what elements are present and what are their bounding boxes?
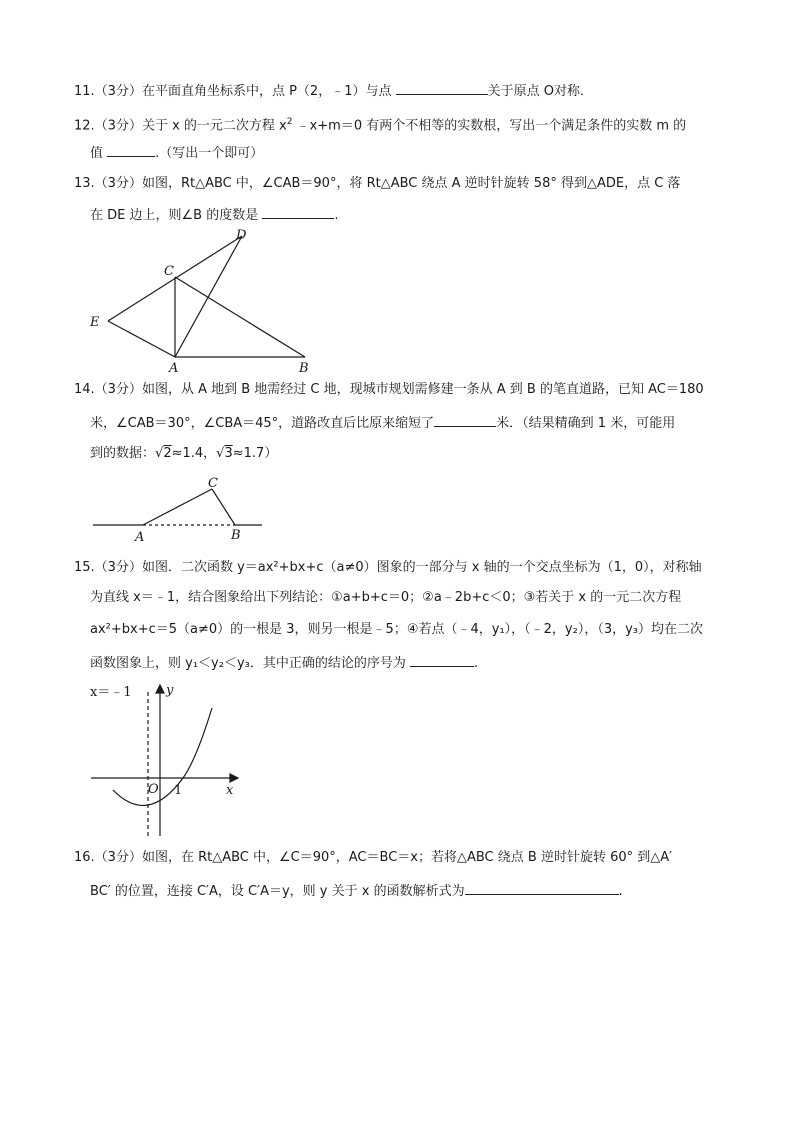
- q15-origin-label: O: [148, 782, 159, 797]
- q14-line2-head: 米，∠CAB＝30°，∠CBA＝45°，道路改直后比原来缩短了: [90, 416, 435, 431]
- q16-text: 16.（3分）如图，在 Rt△ABC 中，∠C＝90°，AC＝BC＝x；若将△ABC 绕点 B 逆时针旋转 60° 到△A′: [74, 850, 673, 865]
- sqrt-icon: √: [155, 446, 164, 461]
- q14-line3: [90, 444, 277, 464]
- q16-line2: [90, 880, 623, 902]
- q13-line2: [90, 204, 338, 226]
- q14-line2: [90, 412, 675, 434]
- q14-label-b: B: [231, 528, 241, 543]
- q13-label-b: B: [299, 361, 309, 375]
- q12-text: 12.（3分）关于 x 的一元二次方程 x: [74, 118, 287, 134]
- q13-label-c: C: [164, 264, 174, 279]
- parabola-curve: [113, 708, 212, 805]
- q12-line2-tail: .（写出一个即可）: [155, 146, 264, 161]
- q15-y-label: y: [166, 683, 174, 698]
- q15-line3: [90, 620, 703, 640]
- q15-x-label: x: [226, 783, 234, 798]
- q12-line1: [74, 112, 686, 136]
- q15-answer-blank[interactable]: [410, 652, 474, 667]
- q16-answer-blank[interactable]: [465, 880, 619, 895]
- q14-approx2: ≈1.7）: [232, 446, 278, 461]
- q12-line2-head: 值: [90, 146, 108, 161]
- q15-line1: [74, 558, 702, 578]
- q15-text: 15.（3分）如图．二次函数 y＝ax²+bx+c（a≠0）图象的一部分与 x 轴的一个交点坐标为（1，0），对称轴: [74, 560, 702, 575]
- q13-line2-tail: .: [334, 208, 339, 223]
- q14-label-a: A: [135, 530, 145, 544]
- q15-axis-label: x＝﹣1: [90, 685, 132, 700]
- q15-line2: [90, 588, 681, 608]
- q13-label-e: E: [90, 315, 100, 330]
- q14-line1: [74, 380, 704, 400]
- q11-line1: [74, 80, 593, 102]
- q14-road-figure: [90, 472, 270, 544]
- q12-superscript: 2: [286, 117, 293, 127]
- q13-line2-head: 在 DE 边上，则∠B 的度数是: [90, 208, 263, 223]
- q16-line2-head: BC′ 的位置，连接 C′A，设 C′A＝y，则 y 关于 x 的函数解析式为: [90, 884, 465, 899]
- y-axis-arrow-icon: [156, 685, 164, 693]
- q16-line1: [74, 848, 672, 868]
- q11-text: 11.（3分）在平面直角坐标系中，点 P（2，﹣1）与点: [74, 84, 396, 99]
- q12-line2: [90, 142, 263, 164]
- q13-answer-blank[interactable]: [262, 204, 334, 219]
- q15-line4-head: 函数图象上，则 y₁＜y₂＜y₃．其中正确的结论的序号为: [90, 656, 410, 671]
- q13-segment-ea: [108, 321, 175, 357]
- q12-text-mid: ﹣x+m＝0 有两个不相等的实数根，写出一个满足条件的实数 m 的: [292, 118, 687, 134]
- q15-line2-text: 为直线 x＝﹣1，结合图象给出下列结论：①a+b+c＝0；②a﹣2b+c＜0；③若关于 x 的一元二次方程: [90, 590, 682, 605]
- q14-line3-head: 到的数据：: [90, 446, 156, 461]
- q15-parabola-graph: [88, 678, 248, 838]
- q14-segment-cb: [212, 489, 235, 525]
- q11-tail: 关于原点 O对称．: [487, 84, 593, 99]
- q15-line3-text: ax²+bx+c＝5（a≠0）的一根是 3，则另一根是﹣5；④若点（﹣4，y₁），（﹣2，y₂），（3，y₃）均在二次: [90, 622, 704, 637]
- q15-one-label: 1: [174, 783, 183, 798]
- q15-line4-tail: .: [473, 656, 479, 671]
- q14-segment-ac: [143, 489, 212, 525]
- x-axis-arrow-icon: [230, 774, 238, 782]
- q14-line2-tail: 米．（结果精确到 1 米，可能用: [496, 416, 676, 431]
- q12-answer-blank[interactable]: [107, 142, 155, 157]
- q11-answer-blank[interactable]: [396, 80, 488, 95]
- q14-approx1: ≈1.4，: [171, 446, 217, 461]
- q13-line1: [74, 174, 680, 194]
- q14-sqrt2-radicand: 2: [163, 446, 172, 461]
- sqrt-icon: √: [216, 446, 225, 461]
- q13-label-d: D: [236, 228, 247, 243]
- q13-segment-ad: [175, 236, 242, 357]
- q13-triangle-figure: [80, 225, 330, 375]
- q14-text: 14.（3分）如图，从 A 地到 B 地需经过 C 地，现城市规划需修建一条从 A 到 B 的笔直道路，已知 AC＝180: [74, 382, 704, 397]
- q13-segment-cb: [175, 277, 305, 357]
- q13-text: 13.（3分）如图，Rt△ABC 中，∠CAB＝90°，将 Rt△ABC 绕点 A 逆时针旋转 58° 得到△ADE，点 C 落: [74, 176, 681, 191]
- q16-line2-tail: .: [618, 884, 623, 899]
- q14-answer-blank[interactable]: [434, 412, 496, 427]
- q15-line4: [90, 652, 478, 674]
- q14-sqrt3-radicand: 3: [224, 446, 233, 461]
- q13-label-a: A: [169, 361, 179, 375]
- q14-label-c: C: [208, 476, 218, 491]
